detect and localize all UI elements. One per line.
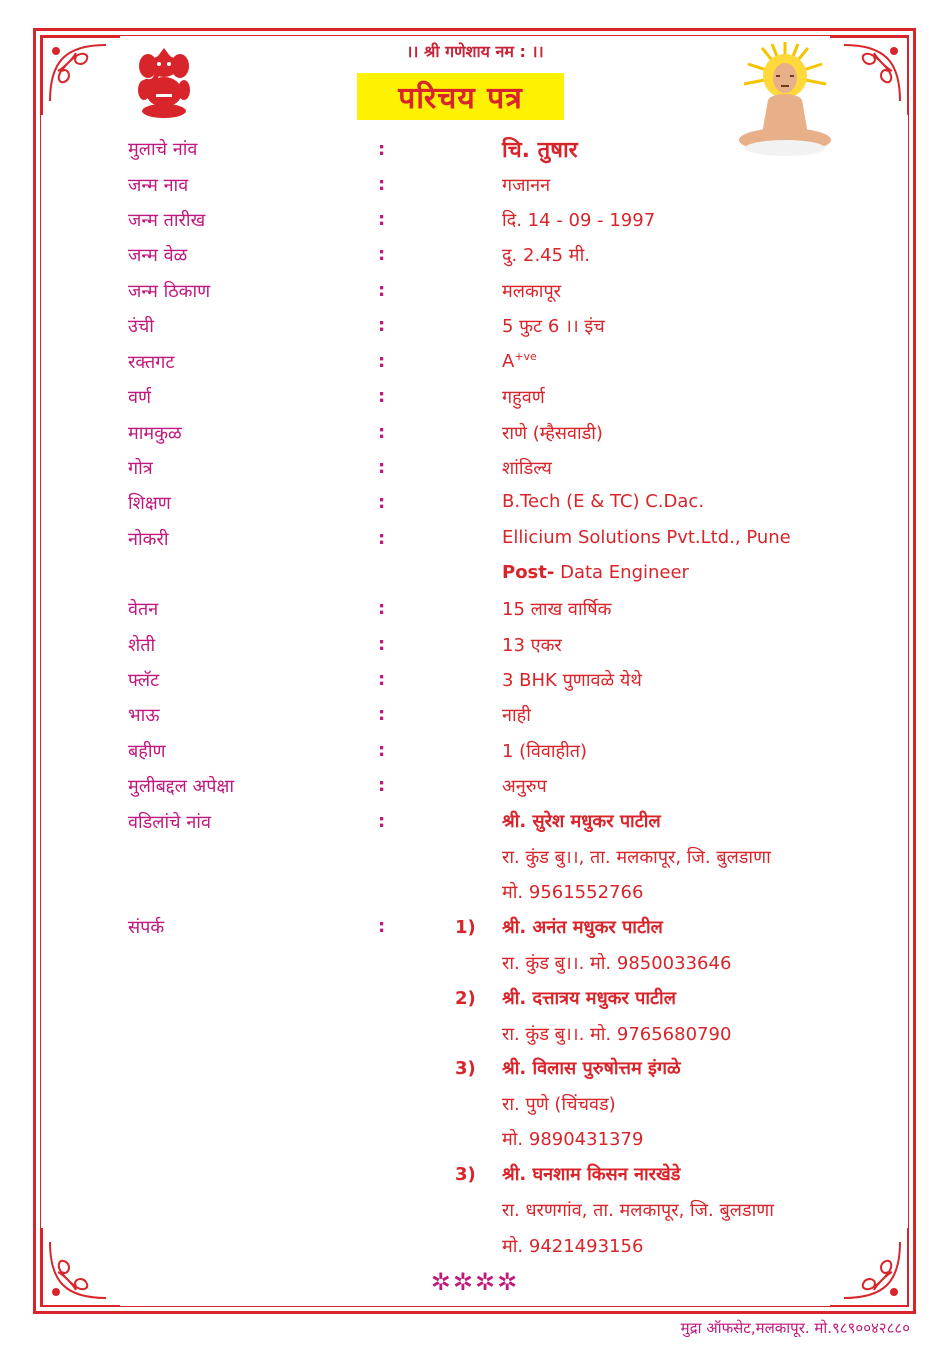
colon: :	[378, 916, 386, 937]
field-value: दु. 2.45 मी.	[502, 245, 590, 266]
title-banner	[357, 73, 564, 120]
field-label: भाऊ	[128, 705, 160, 726]
field-label: जन्म ठिकाण	[128, 281, 211, 302]
colon: :	[378, 811, 386, 832]
field-value: नाही	[502, 705, 531, 726]
contact-number: 1)	[455, 917, 476, 938]
field-label: जन्म नाव	[128, 175, 189, 196]
colon: :	[378, 209, 386, 230]
blood-group-value: A	[502, 351, 515, 372]
contact-name: श्री. अनंत मधुकर पाटील	[502, 917, 663, 938]
field-value: 5 फुट 6 ।। इंच	[502, 316, 605, 337]
contact-detail: मो. 9890431379	[502, 1129, 644, 1150]
contact-detail: मो. 9421493156	[502, 1236, 644, 1257]
contact-name: श्री. घनशाम किसन नारखेडे	[502, 1164, 681, 1185]
contact-detail: रा. कुंड बु।।. मो. 9850033646	[502, 953, 732, 974]
contact-detail: रा. धरणगांव, ता. मलकापूर, जि. बुलडाणा	[502, 1200, 774, 1221]
corner-ornament-icon	[824, 1222, 914, 1312]
job-post-role: Data Engineer	[560, 562, 689, 583]
colon: :	[378, 704, 386, 725]
field-value: 3 BHK पुणावळे येथे	[502, 670, 642, 691]
colon: :	[378, 634, 386, 655]
field-value: दि. 14 - 09 - 1997	[502, 210, 656, 231]
father-name: श्री. सुरेश मधुकर पाटील	[502, 811, 661, 832]
colon: :	[378, 492, 386, 513]
contact-detail: रा. पुणे (चिंचवड)	[502, 1094, 616, 1115]
field-label: वेतन	[128, 599, 159, 620]
field-label: मुलाचे नांव	[128, 139, 198, 160]
star-ornament: ✲✲✲✲	[430, 1268, 520, 1296]
colon: :	[378, 244, 386, 265]
page-title: परिचय पत्र	[398, 81, 523, 116]
field-label: जन्म वेळ	[128, 245, 188, 266]
colon: :	[378, 315, 386, 336]
colon: :	[378, 669, 386, 690]
field-label: फ्लॅट	[128, 670, 160, 691]
contact-number: 3)	[455, 1058, 476, 1079]
colon: :	[378, 174, 386, 195]
job-post-prefix: Post-	[502, 562, 555, 583]
field-label: गोत्र	[128, 458, 153, 479]
contact-number: 2)	[455, 988, 476, 1009]
field-label: रक्तगट	[128, 352, 175, 373]
colon: :	[378, 457, 386, 478]
ganesha-icon	[126, 44, 202, 120]
colon: :	[378, 598, 386, 619]
colon: :	[378, 775, 386, 796]
colon: :	[378, 422, 386, 443]
colon: :	[378, 528, 386, 549]
colon: :	[378, 139, 386, 160]
blood-group-sup: +ve	[514, 350, 537, 363]
field-label: मामकुळ	[128, 423, 182, 444]
field-value: गहुवर्ण	[502, 387, 545, 408]
field-value: 15 लाख वार्षिक	[502, 599, 612, 620]
contact-number: 3)	[455, 1164, 476, 1185]
field-value: अनुरुप	[502, 776, 547, 797]
field-label: वर्ण	[128, 387, 152, 408]
field-value: B.Tech (E & TC) C.Dac.	[502, 491, 705, 512]
field-label: संपर्क	[128, 917, 165, 938]
contact-name: श्री. दत्तात्रय मधुकर पाटील	[502, 988, 676, 1009]
job-post	[502, 562, 689, 583]
field-label: जन्म तारीख	[128, 210, 206, 231]
field-label: शिक्षण	[128, 493, 171, 514]
colon: :	[378, 740, 386, 761]
field-label: नोकरी	[128, 529, 169, 550]
saint-portrait-icon	[732, 40, 838, 158]
field-label: शेती	[128, 635, 156, 656]
corner-ornament-icon	[36, 1222, 126, 1312]
father-address: रा. कुंड बु।।, ता. मलकापूर, जि. बुलडाणा	[502, 847, 771, 868]
field-label: बहीण	[128, 741, 166, 762]
contact-detail: रा. कुंड बु।।. मो. 9765680790	[502, 1024, 732, 1045]
field-value: राणे (म्हैसवाडी)	[502, 423, 603, 444]
field-value	[502, 350, 537, 372]
field-label: मुलीबद्दल अपेक्षा	[128, 776, 235, 797]
field-value: 1 (विवाहीत)	[502, 741, 588, 762]
field-value: गजानन	[502, 175, 551, 196]
invocation-text: ।। श्री गणेशाय नम : ।।	[406, 42, 544, 61]
printer-credit: मुद्रा ऑफसेट,मलकापूर. मो.९८९००४२८८०	[680, 1319, 910, 1337]
colon: :	[378, 280, 386, 301]
field-value: मलकापूर	[502, 281, 562, 302]
field-label: वडिलांचे नांव	[128, 812, 211, 833]
father-mobile: मो. 9561552766	[502, 882, 644, 903]
colon: :	[378, 351, 386, 372]
field-value: चि. तुषार	[502, 138, 578, 163]
field-value: Ellicium Solutions Pvt.Ltd., Pune	[502, 527, 791, 548]
field-value: शांडिल्य	[502, 458, 552, 479]
field-label: उंची	[128, 316, 154, 337]
colon: :	[378, 386, 386, 407]
field-value: 13 एकर	[502, 635, 562, 656]
contact-name: श्री. विलास पुरुषोत्तम इंगळे	[502, 1058, 681, 1079]
